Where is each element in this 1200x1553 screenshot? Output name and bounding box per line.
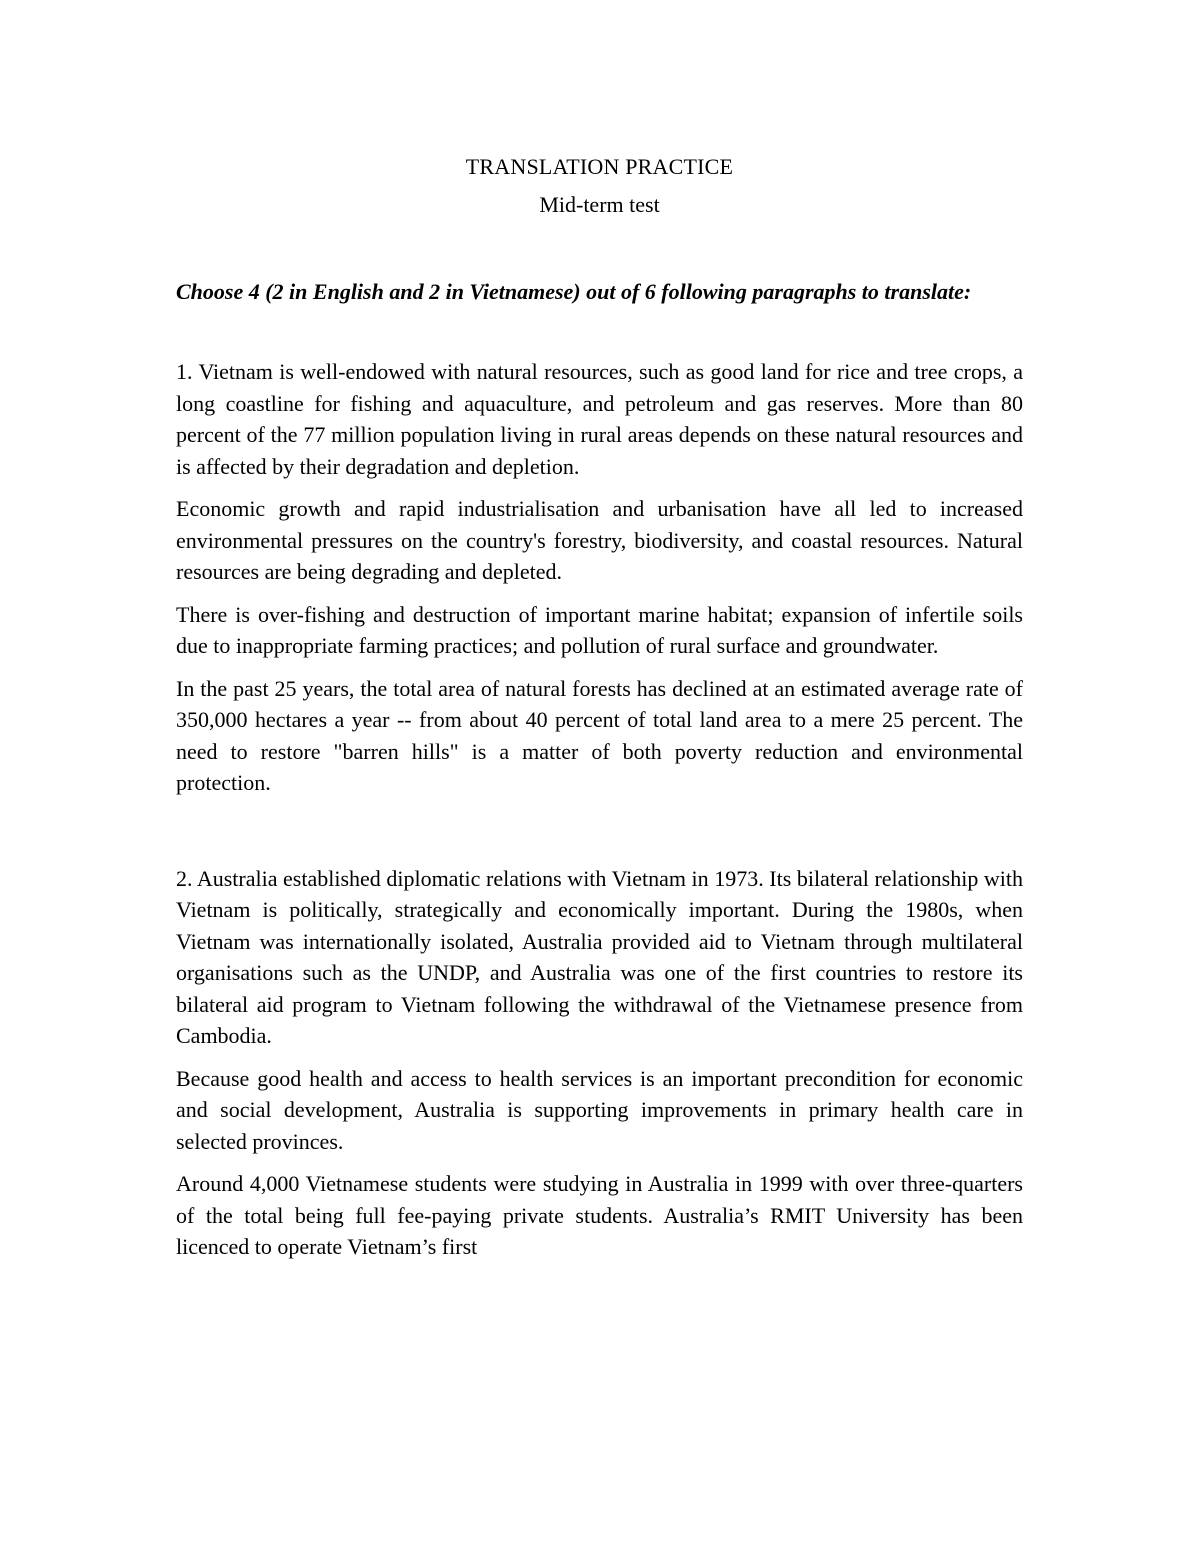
passage-2-paragraph: Around 4,000 Vietnamese students were studying in Australia in 1999 with over three-quarters of the total being full fee-paying private students. Australia’s RMIT University has been licenced to operate Vietnam’s first	[176, 1171, 1023, 1259]
passage-2	[176, 863, 1023, 1263]
passage-2-paragraph: 2. Australia established diplomatic relations with Vietnam in 1973. Its bilateral relationship with Vietnam is politically, strategically and economically important. During the 1980s, when Vietnam was internationally isolated, Australia provided aid to Vietnam through multilateral organisations such as the UNDP, and Australia was one of the first countries to restore its bilateral aid program to Vietnam following the withdrawal of the Vietnamese presence from Cambodia.	[176, 865, 1023, 1048]
passage-1-paragraph: Economic growth and rapid industrialisation and urbanisation have all led to increased environmental pressures on the country's forestry, biodiversity, and coastal resources. Natural resources are being degrading and depleted.	[176, 496, 1023, 584]
passage-1-paragraph: In the past 25 years, the total area of natural forests has declined at an estimated average rate of 350,000 hectares a year -- from about 40 percent of total land area to a mere 25 percent. The need to restore "barren hills" is a matter of both poverty reduction and environmental protection.	[176, 675, 1023, 795]
passage-1-paragraph: There is over-fishing and destruction of important marine habitat; expansion of infertile soils due to inappropriate farming practices; and pollution of rural surface and groundwater.	[176, 601, 1023, 658]
document-subtitle: Mid-term test	[539, 192, 660, 217]
document-title: TRANSLATION PRACTICE	[465, 154, 734, 179]
instructions-text: Choose 4 (2 in English and 2 in Vietnamese) out of 6 following paragraphs to translate:	[176, 279, 972, 304]
passage-1-paragraph: 1. Vietnam is well-endowed with natural resources, such as good land for rice and tree crops, a long coastline for fishing and aquaculture, and petroleum and gas reserves. More than 80 percent of the 77 million population living in rural areas depends on these natural resources and is affected by their degradation and depletion.	[176, 359, 1023, 479]
passage-1	[176, 356, 1023, 799]
document-page	[176, 152, 1023, 1274]
passage-2-paragraph: Because good health and access to health services is an important precondition for economic and social development, Australia is supporting improvements in primary health care in selected provinces.	[176, 1065, 1023, 1154]
